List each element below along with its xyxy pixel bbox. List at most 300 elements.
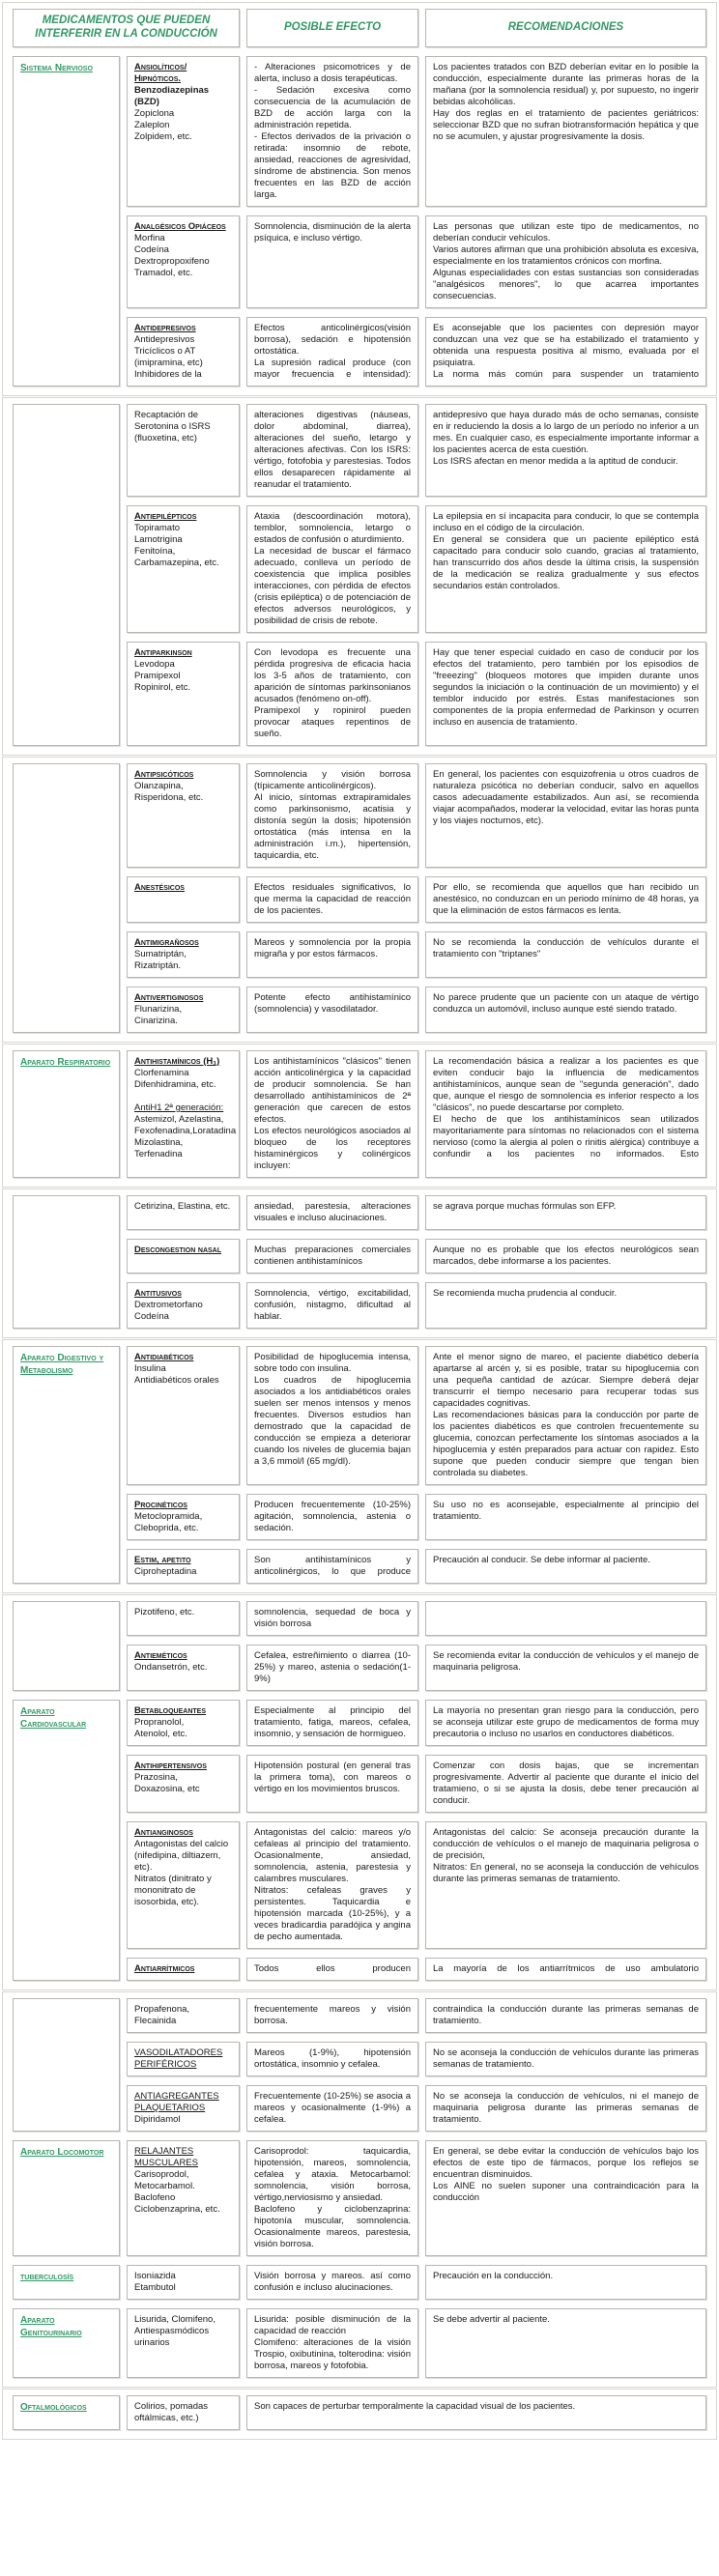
header-posible-efecto: POSIBLE EFECTO [246, 9, 418, 47]
paragraph: La epilepsia en sí incapacita para conducir, lo que se contempla incluso en el código de la circulación. [433, 511, 699, 533]
drug-name: Astemizol, Azelastina, [134, 1114, 224, 1125]
drug-name: Flunarizina, [134, 1004, 183, 1015]
drug-name: Carisoprodol, [134, 2169, 189, 2180]
drug-name: Ciproheptadina [134, 1566, 197, 1577]
recommendation-cell [425, 876, 706, 923]
paragraph: Con levodopa es frecuente una pérdida progresiva de eficacia hacia los 3-5 años de tratamiento, con aparición de síntomas parkinsonianos acusados (fenómeno on-off). [254, 647, 411, 704]
drug-name: Zolpidem, etc. [134, 131, 192, 142]
recommendation-cell [425, 1282, 706, 1329]
medication-row [127, 2265, 706, 2300]
section-cell [13, 1346, 120, 1584]
paragraph: Varios autores afirman que una prohibición absoluta es excesiva, especialmente en los tratamientos crónicos con morfina. [433, 244, 699, 267]
paragraph: Antagonistas del calcio: Se aconseja precaución durante la conducción de vehículos o el manejo de maquinaria peligrosa o de precisión, [433, 1827, 699, 1861]
paragraph: Ante el menor signo de mareo, el paciente diabético debería apartarse al arcén y, si es posible, tratar su hipoglucemia con una pequeña cantidad de azúcar. Siempre deberá dejar transcurrir el tiempo necesario para recuperar todas sus capacidades cognitivas. [433, 1352, 699, 1409]
recommendation-cell [425, 1195, 706, 1230]
drug-name: Ropinirol, etc. [134, 682, 191, 693]
paragraph: Los cuadros de hipoglucemia asociados a los antidiabéticos orales suelen ser menos intensos y menos frecuentes. Diversos estudios han demostrado que la capacidad de conducción se empieza a deteriorar cuando los niveles de glucemia bajan a 3,6 mmol/l (65 mg/dl). [254, 1375, 411, 1467]
paragraph: No se aconseja la conducción de vehículos durante las primeras semanas de tratamiento. [433, 2047, 699, 2070]
recommendation-cell [425, 317, 706, 386]
paragraph: Precaución al conducir. Se debe informar al paciente. [433, 1555, 650, 1565]
medication-row [127, 987, 706, 1033]
table-section [13, 2265, 706, 2300]
recommendation-cell [425, 1645, 706, 1691]
paragraph: Por ello, se recomienda que aquellos que han recibido un anestésico, no conduzcan en un periodo mínimo de 48 horas, ya que la eliminación de estos fármacos es lenta. [433, 882, 699, 916]
drug-name: Benzodiazepinas (BZD) [134, 85, 210, 107]
drug-class-label: Antidiabéticos [134, 1352, 194, 1362]
table-section [13, 2395, 706, 2430]
paragraph: Al inicio, síntomas extrapiramidales como parkinsonismo, acatisia y distonía según la dosis; hipotensión ortostática (más intensa en la administración i.m.), hipertensión, taquicardia, etc. [254, 792, 411, 861]
paragraph: Baclofeno y ciclobenzaprina: hipotonía muscular, somnolencia. Ocasionalmente mareos, parestesia, visión borrosa. [254, 2204, 411, 2249]
drug-name: Recaptación de [134, 410, 199, 420]
table-section [13, 1346, 706, 1584]
medication-cell [127, 763, 240, 868]
drug-name: Rizatriptán. [134, 960, 182, 971]
drug-name: Sumatriptán, [134, 949, 187, 959]
medication-row [127, 1645, 706, 1691]
block-body [13, 763, 706, 1033]
drug-name: Zaleplon [134, 120, 170, 130]
paragraph: Los AINE no suelen suponer una contraindicación para la conducción [433, 2181, 699, 2203]
drug-name: AntiH1 2ª generación: [134, 1102, 224, 1113]
page-block [2, 2, 717, 396]
table-section [13, 1050, 706, 1178]
drug-name: Fexofenadina,Loratadina [134, 1126, 237, 1136]
effect-cell [246, 1700, 418, 1746]
medication-row [127, 2085, 706, 2132]
section-cell [13, 763, 120, 1033]
paragraph: alteraciones digestivas (náuseas, dolor abdominal, diarrea), alteraciones del sueño, letargo y alteraciones afectivas. Con los ISRS: vértigo, fotofobia y parestesias. Todos ellos desaparecen rápidamente al reanudar el tratamiento. [254, 410, 411, 490]
drug-class-label: Estim, apetito [134, 1555, 191, 1565]
drug-class-label: Anestésicos [134, 882, 185, 893]
drug-name: Antagonistas del calcio (nifedipina, diltiazem, etc). [134, 1839, 229, 1873]
paragraph: En general, se debe evitar la conducción de vehículos bajo los efectos de este tipo de fármacos, porque los reflejos se encuentran disminuidos. [433, 2146, 699, 2180]
effect-cell [246, 1958, 418, 1981]
section-cell [13, 1195, 120, 1329]
drug-name: Clorfenamina [134, 1068, 189, 1078]
drug-name: Flecainida [134, 2016, 177, 2026]
paragraph: No se recomienda la conducción de vehículos durante el tratamiento con "triptanes" [433, 937, 699, 959]
section-rows [127, 404, 706, 746]
effect-cell [246, 2265, 418, 2300]
table-section [13, 56, 706, 386]
block-body [13, 56, 706, 386]
drug-name: Serotonina o ISRS [134, 421, 211, 432]
drug-name: Inhibidores de la [134, 369, 202, 380]
recommendation-cell [425, 987, 706, 1033]
effect-cell [246, 2140, 418, 2256]
medication-row [127, 1958, 706, 1981]
recommendation-cell [425, 1700, 706, 1746]
drug-name: Atenolol, etc. [134, 1729, 187, 1739]
section-rows [127, 2395, 706, 2430]
section-label: Sistema Nervioso [20, 63, 93, 73]
medication-cell [127, 1755, 240, 1813]
medication-row [127, 404, 706, 497]
drug-class-label: Antipsicóticos [134, 769, 194, 780]
drug-name: oftálmicas, etc.) [134, 2413, 199, 2423]
paragraph: somnolencia, sequedad de boca y visión borrosa [254, 1607, 411, 1629]
drug-name: Doxazosina, etc [134, 1784, 200, 1794]
recommendation-cell [425, 2265, 706, 2300]
medication-row [127, 931, 706, 978]
medication-cell [127, 1998, 240, 2033]
medication-cell [127, 404, 240, 497]
medication-cell [127, 2308, 240, 2378]
recommendation-cell [425, 763, 706, 868]
drug-class-label: Antimigrañosos [134, 937, 199, 948]
drug-name: Cetirizina, Elastina, etc. [134, 1201, 231, 1212]
paragraph: La mayoría no presentan gran riesgo para la conducción, pero se aconseja utilizar este grupo de medicamentos de forma muy precautoria o incluso no usarlos en conductores diabéticos. [433, 1705, 699, 1739]
drug-name: Antiespasmódicos urinarios [134, 2326, 210, 2348]
block-body [13, 1601, 706, 1981]
effect-cell [246, 404, 418, 497]
paragraph: Somnolencia, vértigo, excitabilidad, confusión, nistagmo, dificultad al hablar. [254, 1288, 411, 1322]
drug-class-label: Procinéticos [134, 1500, 187, 1510]
paragraph: Algunas especialidades con estas sustancias son consideradas "analgésicos menores", lo que acarrea importantes consecuencias. [433, 268, 699, 301]
page-block [2, 1044, 717, 1188]
drug-class-label: Antieméticos [134, 1650, 187, 1661]
effect-cell [246, 931, 418, 978]
paragraph: Frecuentemente (10-25%) se asocia a mareos y ocasionalmente (1-9%) a cefalea. [254, 2091, 411, 2125]
medication-cell [127, 2265, 240, 2300]
paragraph: Hipotensión postural (en general tras la primera toma), con mareos o vértigo en los movimientos bruscos. [254, 1760, 411, 1794]
effect-cell [246, 2308, 418, 2378]
section-rows [127, 2140, 706, 2256]
drug-name: Ondansetrón, etc. [134, 1662, 208, 1673]
drug-name: Pizotifeno, etc. [134, 1607, 195, 1617]
paragraph: Ataxia (descoordinación motora), temblor, somnolencia, letargo o estados de confusión o aturdimiento. [254, 511, 411, 545]
medication-cell [127, 1282, 240, 1329]
page-block [2, 2389, 717, 2440]
paragraph: Lisurida: posible disminución de la capacidad de reacción [254, 2314, 411, 2336]
drug-name: Morfina [134, 233, 165, 243]
paragraph: Mareos (1-9%), hipotensión ortostática, insomnio y cefalea. [254, 2047, 411, 2070]
paragraph: Somnolencia y visión borrosa (típicamente anticolinérgicos). [254, 769, 411, 791]
section-label: Aparato Genitourinario [20, 2315, 82, 2338]
section-cell [13, 1998, 120, 2132]
table-section [13, 1601, 706, 1691]
paragraph: - Alteraciones psicomotrices y de alerta, incluso a dosis terapéuticas. [254, 62, 411, 84]
effect-cell [246, 2085, 418, 2132]
medication-cell [127, 1821, 240, 1949]
drug-name: Fenitoína, [134, 546, 176, 557]
paragraph: La necesidad de buscar el fármaco adecuado, conlleva un período de coexistencia que implica posibles interacciones, con pérdida de efectos (crisis epiléptica) o de potenciación de efectos adversos neurológicos, y posibilidad de crisis de rebote. [254, 546, 411, 626]
medication-row [127, 1755, 706, 1813]
medication-cell [127, 215, 240, 308]
section-rows [127, 1195, 706, 1329]
medication-row [127, 1494, 706, 1540]
paragraph: Los ISRS afectan en menor medida a la aptitud de conducir. [433, 456, 678, 467]
medication-cell [127, 876, 240, 923]
paragraph: Nitratos: En general, no se aconseja la conducción de vehículos durante las primeras semanas de tratamiento. [433, 1862, 699, 1884]
medication-cell [127, 2042, 240, 2076]
paragraph: Somnolencia, disminución de la alerta psíquica, e incluso vértigo. [254, 221, 411, 243]
effect-cell [246, 215, 418, 308]
recommendation-cell [425, 1239, 706, 1274]
drug-class-label: Antidepresivos [134, 323, 196, 333]
medication-row [127, 1050, 706, 1178]
medication-row [127, 1821, 706, 1949]
drug-name: Terfenadina [134, 1149, 183, 1159]
medication-cell [127, 987, 240, 1033]
paragraph: En general, los pacientes con esquizofrenia u otros cuadros de naturaleza psicótica no deberían conducir, salvo en aquellos casos adecuadamente estabilizados. Aun así, se recomienda viajar acompañados, moderar la velocidad, evitar las horas punta y los viajes nocturnos, etc). [433, 769, 699, 826]
recommendation-cell [425, 642, 706, 746]
paragraph: No parece prudente que un paciente con un ataque de vértigo conduzca un automóvil, incluso aunque esté siendo tratado. [433, 992, 699, 1015]
paragraph: Efectos residuales significativos, lo que merma la capacidad de reacción de los pacientes. [254, 882, 411, 916]
paragraph: El hecho de que los antihistamínicos sean utilizados mayoritariamente para síntomas no relacionados con el sistema nervioso (como la alergia al polen o rinitis alérgica) contribuye a confundir a los pacientes no informados. Esto [433, 1114, 699, 1159]
medication-row [127, 2395, 706, 2430]
drug-class-label: RELAJANTES MUSCULARES [134, 2146, 198, 2168]
paragraph: Cefalea, estreñimiento o diarrea (10-25%) y mareo, astenia o sedación(1-9%) [254, 1650, 411, 1684]
drug-name: Risperidona, etc. [134, 792, 204, 803]
drug-class-label: Descongestion nasal [134, 1245, 222, 1255]
drug-class-label: Betabloqueantes [134, 1705, 207, 1716]
section-rows [127, 2265, 706, 2300]
drug-name: Dipiridamol [134, 2114, 181, 2125]
paragraph: Se recomienda mucha prudencia al conducir. [433, 1288, 618, 1299]
drug-name [134, 1091, 232, 1102]
paragraph: Son antihistamínicos y anticolinérgicos, lo que produce [254, 1555, 411, 1577]
drug-name: Insulina [134, 1363, 166, 1374]
effect-cell [246, 1494, 418, 1540]
medication-cell [127, 931, 240, 978]
drug-name: Dextrometorfano [134, 1300, 203, 1310]
effect-cell [246, 1601, 418, 1636]
table-section [13, 1195, 706, 1329]
drug-name: Ciclobenzaprina, etc. [134, 2204, 220, 2215]
recommendation-cell [425, 56, 706, 207]
drug-name: (imipramina, etc) [134, 358, 203, 368]
table-section [13, 1700, 706, 1981]
paragraph: Efectos anticolinérgicos(visión borrosa), sedación e hipotensión ortostática. [254, 323, 411, 357]
block-body [13, 2395, 706, 2430]
section-label: Aparato Cardiovascular [20, 1706, 87, 1730]
paragraph: Potente efecto antihistamínico (somnolencia) y vasodilatador. [254, 992, 411, 1015]
section-rows [127, 1050, 706, 1178]
effect-cell [246, 1282, 418, 1329]
paragraph: Posibilidad de hipoglucemia intensa, sobre todo con insulina. [254, 1352, 411, 1374]
drug-name: Topiramato [134, 523, 180, 533]
section-rows [127, 2308, 706, 2378]
paragraph: La norma más común para suspender un tratamiento [433, 369, 699, 380]
effect-cell [246, 876, 418, 923]
effect-cell [246, 56, 418, 207]
table-header-row [13, 9, 706, 47]
paragraph: Precaución en la conducción. [433, 2271, 554, 2281]
paragraph: - Sedación excesiva como consecuencia de la acumulación de BZD de acción larga con la administración repetida. [254, 85, 411, 130]
recommendation-cell [425, 2085, 706, 2132]
section-cell [13, 2308, 120, 2378]
effect-cell [246, 642, 418, 746]
section-rows [127, 56, 706, 386]
drug-name: Zopiclona [134, 108, 175, 119]
drug-name: Metocarbamol. [134, 2181, 195, 2191]
medication-row [127, 2140, 706, 2256]
medication-cell [127, 2085, 240, 2132]
drug-name: (fluoxetina, etc) [134, 433, 197, 444]
paragraph: Todos ellos producen [254, 1963, 411, 1974]
paragraph: frecuentemente mareos y visión borrosa. [254, 2004, 411, 2026]
drug-name: Metoclopramida, [134, 1511, 203, 1522]
section-label: Aparato Digestivo y Metabolismo [20, 1353, 104, 1376]
drug-class-label: Analgésicos Opiáceos [134, 221, 226, 232]
page-block [2, 397, 717, 756]
effect-cell [246, 1755, 418, 1813]
table-section [13, 2140, 706, 2256]
medication-cell [127, 1700, 240, 1746]
recommendation-cell [425, 505, 706, 633]
medication-row [127, 1195, 706, 1230]
paragraph: Las recomendaciones básicas para la conducción por parte de los pacientes diabéticos es que controlen frecuentemente su glucemia, conozcan perfectamente los síntomas asociados a la hipoglucemia y estén preparados para actuar con rapidez. Esto supone que pueden conducir siempre que tengan bien controlada su diabetes. [433, 1410, 699, 1478]
effect-cell [246, 1346, 418, 1485]
block-body [13, 1998, 706, 2378]
medication-row [127, 1549, 706, 1584]
drug-name: Propafenona, [134, 2004, 190, 2015]
drug-class-label: Antiparkinson [134, 647, 192, 658]
medication-cell [127, 56, 240, 207]
drug-name: Propranolol, [134, 1717, 185, 1728]
recommendation-cell [425, 1821, 706, 1949]
drug-name: Prazosina, [134, 1772, 178, 1783]
section-cell [13, 1601, 120, 1691]
recommendation-cell [425, 215, 706, 308]
drug-class-label: Antiarrítmicos [134, 1963, 195, 1974]
medication-row [127, 1601, 706, 1636]
page-block [2, 1339, 717, 1593]
section-cell [13, 1700, 120, 1981]
paragraph: La supresión radical produce (con mayor frecuencia e intensidad): [254, 358, 411, 380]
paragraph: Carisoprodol: taquicardia, hipotensión, mareos, somnolencia, cefalea y ataxia. Metocarbamol: somnolencia, visión borrosa, vértigo,nerviosismo y ansiedad. [254, 2146, 411, 2203]
medication-cell [127, 1958, 240, 1981]
paragraph: ansiedad, parestesia, alteraciones visuales e incluso alucinaciones. [254, 1201, 411, 1223]
section-label: tuberculosís [20, 2272, 74, 2282]
effect-cell [246, 2042, 418, 2076]
table-section [13, 2308, 706, 2378]
medication-cell [127, 1239, 240, 1274]
effect-cell [246, 1195, 418, 1230]
paragraph: Comenzar con dosis bajas, que se incrementan progresivamente. Advertir al paciente que durante el inicio del tratamieno, o si se ajusta la dosis, debe tener precaución al conducir. [433, 1760, 699, 1806]
block-body [13, 1346, 706, 1584]
drug-name: Dextropropoxifeno [134, 256, 210, 267]
drug-class-label: Antianginosos [134, 1827, 193, 1838]
paragraph: Nitratos: cefaleas graves y persistentes. Taquicardia e hipotensión marcada (10-25%), y a veces bradicardia paradójica y angina de pecho aumentada. [254, 1885, 411, 1942]
paragraph: Su uso no es aconsejable, especialmente al principio del tratamiento. [433, 1500, 699, 1522]
drug-class-label: Antihipertensivos [134, 1760, 207, 1771]
section-rows [127, 1998, 706, 2132]
drug-name: Levodopa [134, 659, 175, 670]
effect-cell [246, 1645, 418, 1691]
drug-class-label: VASODILATADORES PERIFÉRICOS [134, 2047, 223, 2070]
effect-cell [246, 1549, 418, 1584]
paragraph: Especialmente al principio del tratamiento, fatiga, mareos, cefalea, insomnio, y sensación de hormigueo. [254, 1705, 411, 1739]
section-label: Aparato Respiratorio [20, 1057, 111, 1068]
block-body [13, 1050, 706, 1178]
paragraph: En general se considera que un paciente epiléptico está capacitado para conducir solo cuando, gracias al tratamiento, han transcurrido dos años desde la última crisis, la suspensión de la medicación se realiza gradualmente y sus efectos secundarios están controlados. [433, 534, 699, 591]
drug-name: Tramadol, etc. [134, 268, 193, 278]
paragraph: Clomifeno: alteraciones de la visión Trospio, oxibutinina, tolterodina: visión borrosa, mareos y fotofobia. [254, 2337, 411, 2371]
drug-name: Cinarizina. [134, 1016, 178, 1026]
medication-row [127, 215, 706, 308]
medication-cell [127, 1494, 240, 1540]
drug-name: Codeína [134, 244, 169, 255]
medication-cell [127, 1601, 240, 1636]
table-section [13, 763, 706, 1033]
medication-cell [127, 642, 240, 746]
recommendation-cell [425, 1050, 706, 1178]
block-body [13, 404, 706, 746]
page-block [2, 1594, 717, 1990]
medication-row [127, 1998, 706, 2033]
recommendation-cell [425, 1601, 706, 1636]
medication-row [127, 1700, 706, 1746]
drug-class-label: Antitusivos [134, 1288, 182, 1299]
recommendation-cell [425, 1494, 706, 1540]
medication-cell [127, 1549, 240, 1584]
paragraph: La recomendación básica a realizar a los pacientes es que eviten conducir bajo la influencia de medicamentos antihistamínicos, aunque sean de "segunda generación", dado que, aunque el riesgo de somnolencia es inferior respecto a los "clásicos", no puede descartarse por completo. [433, 1056, 699, 1113]
medication-cell [127, 1346, 240, 1485]
section-label: Aparato Locomotor [20, 2147, 104, 2158]
recommendation-cell [425, 2140, 706, 2256]
medication-row [127, 876, 706, 923]
paragraph: La mayoría de los antiarrítmicos de uso ambulatorio [433, 1963, 699, 1974]
paragraph: Se recomienda evitar la conducción de vehículos y el manejo de maquinaria peligrosa. [433, 1650, 699, 1673]
medication-cell [127, 317, 240, 386]
drug-name: Cleboprida, etc. [134, 1523, 199, 1533]
paragraph: - Efectos derivados de la privación o retirada: insomnio de rebote, ansiedad, reacciones de agresividad, síndrome de abstinencia. Son menos frecuentes en las BZD de acción larga. [254, 131, 411, 200]
drug-name: Carbamazepina, etc. [134, 558, 219, 568]
effect-cell [246, 1998, 418, 2033]
drug-name: Isoniazida [134, 2271, 176, 2281]
drug-class-label: Ansiolíticos/ Hipnóticos. [134, 62, 187, 84]
section-cell [13, 1050, 120, 1178]
drug-class-label: Antihistamínicos (H₁) [134, 1056, 220, 1067]
section-cell [13, 2395, 120, 2430]
paragraph: Visión borrosa y mareos. así como confusión e incluso alucinaciones. [254, 2271, 411, 2293]
medication-row [127, 2308, 706, 2378]
effect-cell [246, 763, 418, 868]
drug-name: Antidiabéticos orales [134, 1375, 219, 1386]
effect-cell [246, 2395, 706, 2430]
block-body [13, 1195, 706, 1329]
paragraph: Producen frecuentemente (10-25%) agitación, somnolencia, astenia o sedación. [254, 1500, 411, 1533]
effect-cell [246, 1239, 418, 1274]
section-rows [127, 1700, 706, 1981]
recommendation-cell [425, 1549, 706, 1584]
paragraph: Pramipexol y ropinirol pueden provocar ataques repentinos de sueño. [254, 705, 411, 739]
drug-name: Colirios, pomadas [134, 2401, 209, 2412]
recommendation-cell [425, 931, 706, 978]
medication-row [127, 763, 706, 868]
section-rows [127, 1601, 706, 1691]
medication-cell [127, 1050, 240, 1178]
table-section [13, 404, 706, 746]
section-label: Oftalmológicos [20, 2402, 87, 2413]
effect-cell [246, 505, 418, 633]
paragraph: Antagonistas del calcio: mareos y/o cefaleas al principio del tratamiento. Ocasionalmente, ansiedad, somnolencia, astenia, parestesia y calambres musculares. [254, 1827, 411, 1884]
effect-cell [246, 317, 418, 386]
medication-row [127, 505, 706, 633]
drug-name: Baclofeno [134, 2192, 176, 2203]
medication-cell [127, 1645, 240, 1691]
paragraph: Mareos y somnolencia por la propia migraña y por estos fármacos. [254, 937, 411, 959]
paragraph: Son capaces de perturbar temporalmente la capacidad visual de los pacientes. [254, 2401, 576, 2412]
effect-cell [246, 1050, 418, 1178]
paragraph: contraindica la conducción durante las primeras semanas de tratamiento. [433, 2004, 699, 2026]
paragraph: Las personas que utilizan este tipo de medicamentos, no deberían conducir vehículos. [433, 221, 699, 243]
drug-name: Tricíclicos o AT [134, 346, 196, 357]
paragraph: Hay dos reglas en el tratamiento de pacientes geriátricos: seleccionar BZD que no sufran biotransformación hepática y que no se acumulen, y ajustar progresivamente la dosis. [433, 108, 699, 142]
section-rows [127, 1346, 706, 1584]
